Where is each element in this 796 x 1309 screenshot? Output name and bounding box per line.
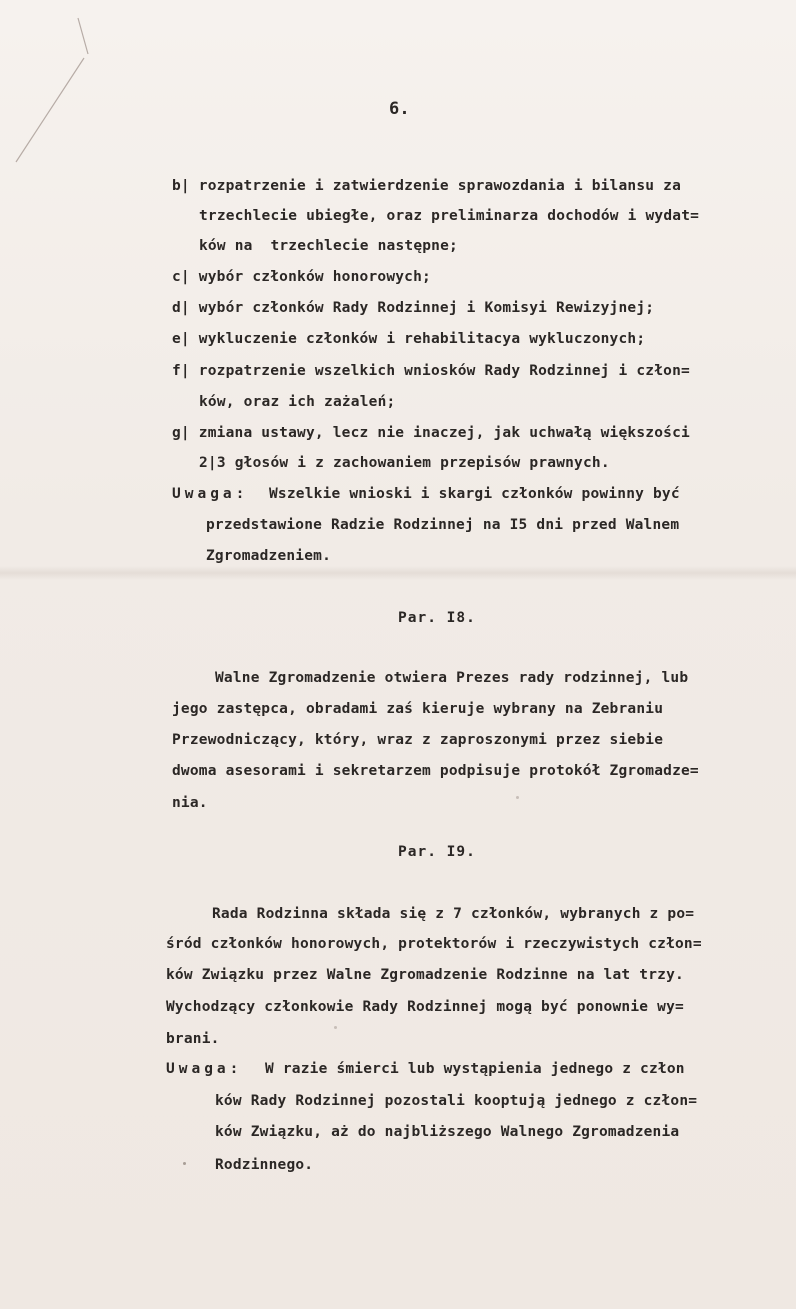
text-line: c| wybór członków honorowych; bbox=[172, 269, 431, 285]
text-line: b| rozpatrzenie i zatwierdzenie sprawozdania i bilansu za bbox=[172, 178, 681, 194]
ink-speck bbox=[334, 1026, 337, 1029]
text-line: e| wykluczenie członków i rehabilitacya wykluczonych; bbox=[172, 331, 646, 347]
text-line: trzechlecie ubiegłe, oraz preliminarza dochodów i wydat= bbox=[199, 208, 700, 224]
text-line: Wychodzący członkowie Rady Rodzinnej mogą być ponownie wy= bbox=[166, 999, 684, 1015]
text-line: 2|3 głosów i z zachowaniem przepisów prawnych. bbox=[199, 455, 610, 471]
text-line: przedstawione Radzie Rodzinnej na I5 dni przed Walnem bbox=[206, 517, 680, 533]
pencil-mark bbox=[10, 14, 90, 164]
text-line: dwoma asesorami i sekretarzem podpisuje protokół Zgromadze= bbox=[172, 763, 699, 779]
paper-fold-shadow bbox=[0, 566, 796, 580]
note-label: Uwaga: bbox=[166, 1061, 243, 1077]
text-line: Wszelkie wnioski i skargi członków powinny być bbox=[269, 486, 680, 502]
text-line: jego zastępca, obradami zaś kieruje wybrany na Zebraniu bbox=[172, 701, 664, 717]
text-line: brani. bbox=[166, 1031, 220, 1047]
text-line: ków Związku, aż do najbliższego Walnego Zgromadzenia bbox=[215, 1124, 680, 1140]
text-line: śród członków honorowych, protektorów i rzeczywistych człon= bbox=[166, 936, 702, 952]
text-line: f| rozpatrzenie wszelkich wniosków Rady Rodzinnej i człon= bbox=[172, 363, 690, 379]
text-line: Rodzinnego. bbox=[215, 1157, 314, 1173]
text-line: W razie śmierci lub wystąpienia jednego z człon bbox=[265, 1061, 685, 1077]
text-line: Zgromadzeniem. bbox=[206, 548, 332, 564]
text-line: ków Związku przez Walne Zgromadzenie Rodzinne na lat trzy. bbox=[166, 967, 684, 983]
text-line: Walne Zgromadzenie otwiera Prezes rady rodzinnej, lub bbox=[215, 670, 689, 686]
text-line: ków Rady Rodzinnej pozostali kooptują jednego z człon= bbox=[215, 1093, 698, 1109]
section-heading: Par. I8. bbox=[398, 610, 476, 626]
page-number: 6. bbox=[389, 99, 410, 119]
text-line: Rada Rodzinna składa się z 7 członków, wybranych z po= bbox=[212, 906, 695, 922]
ink-speck bbox=[183, 1162, 186, 1165]
section-heading: Par. I9. bbox=[398, 844, 476, 860]
note-label: Uwaga: bbox=[172, 486, 249, 502]
text-line: nia. bbox=[172, 795, 208, 811]
text-line: ków, oraz ich zażaleń; bbox=[199, 394, 396, 410]
text-line: d| wybór członków Rady Rodzinnej i Komisyi Rewizyjnej; bbox=[172, 300, 655, 316]
ink-speck bbox=[516, 796, 519, 799]
text-line: g| zmiana ustawy, lecz nie inaczej, jak uchwałą większości bbox=[172, 425, 690, 441]
text-line: ków na trzechlecie następne; bbox=[199, 238, 458, 254]
text-line: Przewodniczący, który, wraz z zaproszonymi przez siebie bbox=[172, 732, 664, 748]
